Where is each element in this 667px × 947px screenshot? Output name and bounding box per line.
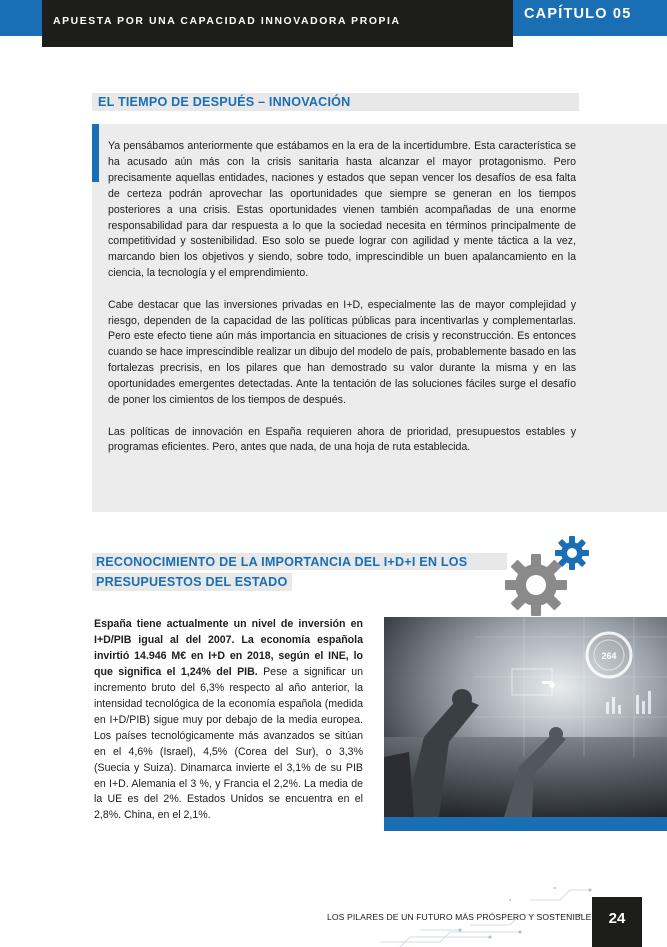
section1-paragraph-1: Ya pensábamos anteriormente que estábamos en la era de la incertidumbre. Esta característica se ha acusado aún más con la crisis sanitaria hasta alcanzar el mayor protagonismo. Pero precisamente aquellas entidades, naciones y estados que sepan vencer los desafíos de esa falta de certeza podrán aprovechar las oportunidades que siempre se generan en los tiempos posteriores a una crisis. Estas oportunidades vienen también acompañadas de una enorme responsabilidad para dar respuesta a lo que la sociedad necesita en términos principalmente de competitividad y sostenibilidad. Eso solo se puede lograr con agilidad y mente táctica a la vez, marcando bien los objetivos y siendo, sobre todo, imprescindible un buen apalancamiento en la ciencia, la tecnología y el emprendimiento.	[108, 140, 576, 280]
industrial-technology-photo	[384, 617, 667, 817]
footer-title: LOS PILARES DE UN FUTURO MÁS PRÓSPERO Y SOSTENIBLE	[327, 912, 592, 922]
photo-blue-bar	[384, 817, 667, 831]
gauge-value: 264	[601, 651, 617, 661]
section1-body	[108, 139, 576, 472]
section2-heading-line2: PRESUPUESTOS DEL ESTADO	[96, 575, 288, 589]
page-number: 24	[608, 910, 626, 927]
section1-paragraph-3: Las políticas de innovación en España requieren ahora de prioridad, presupuestos estables y programas eficientes. Pero, antes que nada, de una hoja de ruta establecida.	[108, 425, 576, 454]
section2-text: Pese a significar un incremento bruto del 6,3% respecto al año anterior, la intensidad tecnológica de la economía española (medida en I+D/PIB) sigue muy por debajo de la media europea. Los países tecnológicamente más avanzados se sitúan en el 4,6% (Israel), 4,5% (Corea del Sur), o 3,3% (Suecia y Suiza). Dinamarca invierte el 3,1% de su PIB en I+D. Alemania el 3 %, y Francia el 2,2%. La media de la UE es del 2%. Estados Unidos se encuentra en el 2,8%. China, en el 2,1%.	[94, 665, 363, 822]
panel-accent-bar	[92, 124, 99, 182]
section1-paragraph-2: Cabe destacar que las inversiones privadas en I+D, especialmente las de mayor complejidad y riesgo, dependen de la capacidad de las políticas públicas para incentivarlas y complementarlas. Pero este efecto tiene aún más importancia en situaciones de crisis y reconstrucción. Es entonces cuando se hace imprescindible realizar un dibujo del modelo de país, probablemente basado en las fortalezas precrisis, en los pilares que han demostrado su valor durante la misma y en las oportunidades emergentes detectadas. Ante la tentación de las soluciones fáciles surge el desafío de poner los cimientos de los tiempos de después.	[108, 298, 576, 407]
running-header-title: APUESTA POR UNA CAPACIDAD INNOVADORA PROPIA	[53, 16, 401, 27]
section2-lead: España tiene actualmente un nivel de inversión en I+D/PIB igual al del 2007. La economía española invirtió 14.946 M€ en I+D en 2018, según el INE, lo que significa el 1,24% del PIB.	[94, 618, 363, 678]
section1-heading: EL TIEMPO DE DESPUÉS – INNOVACIÓN	[98, 95, 351, 109]
small-gear-icon	[554, 535, 590, 571]
section2-body	[94, 617, 363, 824]
section2-heading-line1: RECONOCIMIENTO DE LA IMPORTANCIA DEL I+D+I EN LOS	[96, 555, 468, 569]
chapter-label: CAPÍTULO 05	[524, 6, 632, 22]
